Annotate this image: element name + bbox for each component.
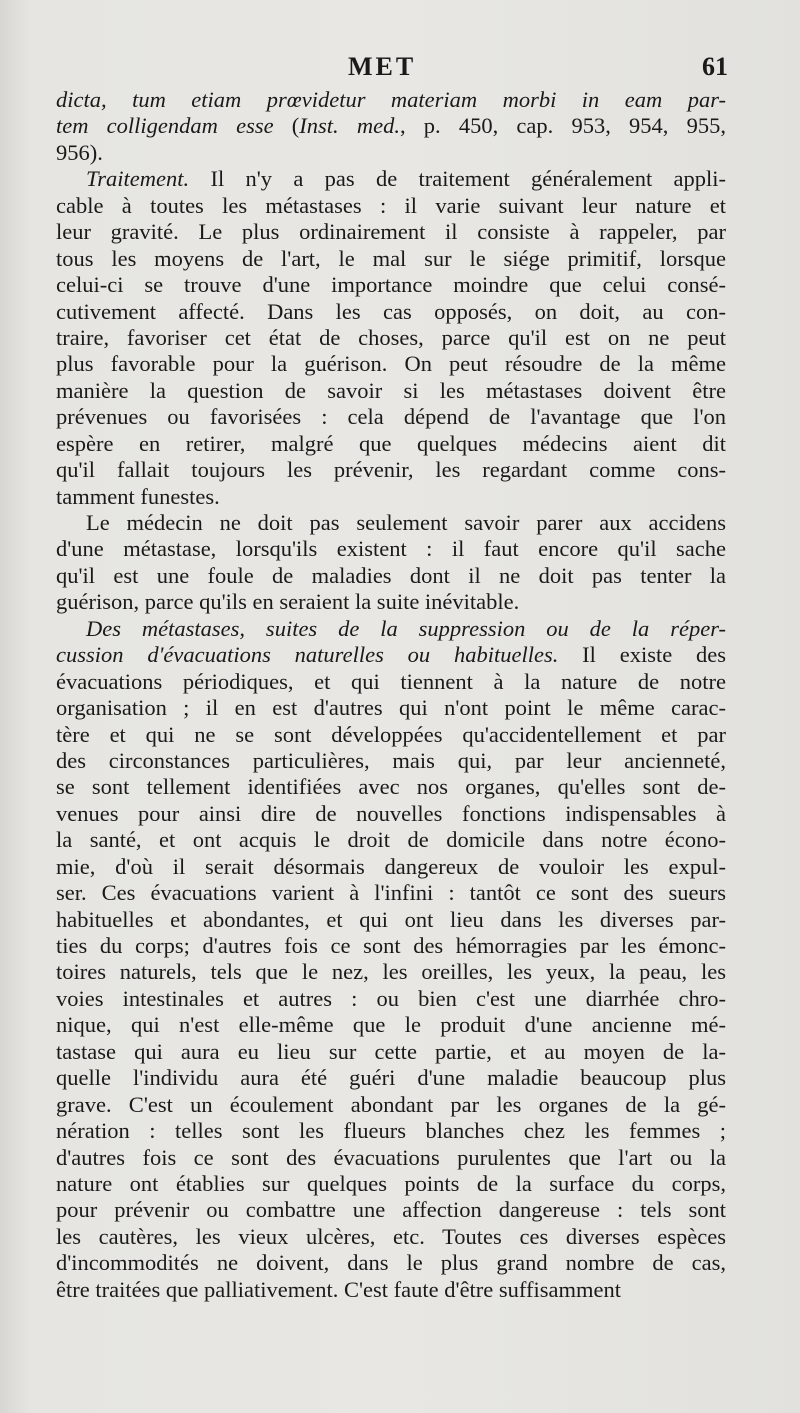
italic-text-run: tem colligendam esse xyxy=(56,113,274,139)
text-line xyxy=(56,774,726,800)
text-line xyxy=(56,325,726,351)
text-line xyxy=(56,87,726,113)
text-line xyxy=(56,616,726,642)
text-run: celui-ci se trouve d'une importance moindre que celui consé- xyxy=(56,272,726,298)
text-run: ties du corps; d'autres fois ce sont des hémorragies par les émonc- xyxy=(56,933,726,958)
text-line xyxy=(56,907,726,933)
text-run: qu'il fallait toujours les prévenir, les regardant comme cons- xyxy=(56,457,726,483)
text-run: tastase qui aura eu lieu sur cette partie, et au moyen de la- xyxy=(56,1038,726,1064)
text-run: mie, d'où il serait désormais dangereux de vouloir les expul- xyxy=(56,853,726,879)
italic-text-run: Inst. med. xyxy=(299,113,400,139)
text-line xyxy=(56,986,726,1012)
body-text xyxy=(56,87,726,1303)
text-line xyxy=(56,404,726,430)
text-run: espère en retirer, malgré que quelques médecins aient dit xyxy=(56,430,726,456)
italic-text-run: Des métastases, suites de la suppression ou de la réper- xyxy=(86,615,726,641)
text-run: Le médecin ne doit pas seulement savoir parer aux accidens xyxy=(86,510,726,535)
text-line xyxy=(56,669,726,695)
text-line xyxy=(56,1065,726,1091)
text-line xyxy=(56,1145,726,1171)
italic-text-run: Traitement. xyxy=(86,166,190,192)
text-line xyxy=(56,431,726,457)
text-run: d'une métastase, lorsqu'ils existent : il faut encore qu'il sache xyxy=(56,536,726,562)
running-head xyxy=(56,52,728,86)
text-line xyxy=(56,1250,726,1276)
text-line xyxy=(56,722,726,748)
text-line xyxy=(56,563,726,589)
text-line xyxy=(56,272,726,298)
text-line xyxy=(56,827,726,853)
text-run: quelle l'individu aura été guéri d'une maladie beaucoup plus xyxy=(56,1065,726,1091)
text-run: nération : telles sont les flueurs blanches chez les femmes ; xyxy=(56,1118,726,1144)
text-run: 956). xyxy=(56,139,103,165)
text-line xyxy=(56,880,726,906)
text-line xyxy=(56,1224,726,1250)
text-run: qu'il est une foule de maladies dont il ne doit pas tenter la xyxy=(56,562,726,588)
italic-text-run: dicta, tum etiam prœvidetur materiam morbi in eam par- xyxy=(56,87,726,112)
running-head-word: MET xyxy=(348,52,417,81)
text-run: la santé, et ont acquis le droit de domicile dans notre écono- xyxy=(56,827,726,853)
text-line xyxy=(56,1171,726,1197)
text-run: les cautères, les vieux ulcères, etc. Toutes ces diverses espèces xyxy=(56,1223,726,1249)
text-run: Il existe des xyxy=(558,642,727,668)
text-line xyxy=(56,536,726,562)
text-run: tous les moyens de l'art, le mal sur le siége primitif, lorsque xyxy=(56,245,726,271)
text-line xyxy=(56,219,726,245)
text-run: manière la question de savoir si les métastases doivent être xyxy=(56,377,726,403)
text-run: nique, qui n'est elle-même que le produit d'une ancienne mé- xyxy=(56,1012,726,1038)
text-line xyxy=(56,510,726,536)
text-line xyxy=(56,193,726,219)
text-line xyxy=(56,457,726,483)
text-line xyxy=(56,166,726,192)
text-line xyxy=(56,933,726,959)
text-line xyxy=(56,695,726,721)
text-line xyxy=(56,113,726,139)
text-run: traire, favoriser cet état de choses, parce qu'il est on ne peut xyxy=(56,324,726,350)
text-run: ( xyxy=(273,113,300,139)
text-line xyxy=(56,748,726,774)
text-line xyxy=(56,351,726,377)
text-line xyxy=(56,1039,726,1065)
text-run: cable à toutes les métastases : il varie suivant leur nature et xyxy=(56,192,726,218)
text-line xyxy=(56,959,726,985)
text-run: nature ont établies sur quelques points de la surface du corps, xyxy=(56,1170,726,1196)
text-line xyxy=(56,378,726,404)
text-line xyxy=(56,1277,726,1303)
text-run: habituelles et abondantes, et qui ont lieu dans les diverses par- xyxy=(56,906,726,932)
text-line xyxy=(56,1012,726,1038)
text-run: prévenues ou favorisées : cela dépend de l'avantage que l'on xyxy=(56,404,726,430)
text-line xyxy=(56,642,726,668)
text-run: des circonstances particulières, mais qui, par leur ancienneté, xyxy=(56,747,726,773)
text-line xyxy=(56,1197,726,1223)
text-run: voies intestinales et autres : ou bien c'est une diarrhée chro- xyxy=(56,985,726,1011)
text-run: organisation ; il en est d'autres qui n'ont point le même carac- xyxy=(56,695,726,721)
text-run: pour prévenir ou combattre une affection dangereuse : tels sont xyxy=(56,1197,726,1223)
text-line xyxy=(56,1092,726,1118)
text-run: se sont tellement identifiées avec nos organes, qu'elles sont de- xyxy=(56,774,726,800)
text-line xyxy=(56,246,726,272)
text-run: plus favorable pour la guérison. On peut résoudre de la même xyxy=(56,351,726,377)
text-line xyxy=(56,140,726,166)
text-run: grave. C'est un écoulement abondant par les organes de la gé- xyxy=(56,1091,726,1117)
text-run: Il n'y a pas de traitement généralement appli- xyxy=(189,166,726,192)
text-run: évacuations périodiques, et qui tiennent à la nature de notre xyxy=(56,668,726,694)
text-run: , p. 450, cap. 953, 954, 955, xyxy=(399,113,726,139)
page-number: 61 xyxy=(702,52,728,81)
italic-text-run: cussion d'évacuations naturelles ou habituelles. xyxy=(56,642,559,668)
text-run: tère et qui ne se sont développées qu'accidentellement et par xyxy=(56,721,726,747)
text-line xyxy=(56,1118,726,1144)
text-run: d'incommodités ne doivent, dans le plus grand nombre de cas, xyxy=(56,1250,726,1276)
text-run: d'autres fois ce sont des évacuations purulentes que l'art ou la xyxy=(56,1144,726,1170)
text-run: tamment funestes. xyxy=(56,483,220,509)
text-run: venues pour ainsi dire de nouvelles fonctions indispensables à xyxy=(56,800,726,826)
text-run: toires naturels, tels que le nez, les oreilles, les yeux, la peau, les xyxy=(56,959,726,985)
text-line xyxy=(56,801,726,827)
text-line xyxy=(56,484,726,510)
text-run: être traitées que palliativement. C'est faute d'être suffisamment xyxy=(56,1276,621,1302)
text-line xyxy=(56,299,726,325)
text-run: guérison, parce qu'ils en seraient la suite inévitable. xyxy=(56,589,520,615)
text-run: leur gravité. Le plus ordinairement il consiste à rappeler, par xyxy=(56,219,726,245)
text-line xyxy=(56,589,726,615)
text-run: ser. Ces évacuations varient à l'infini : tantôt ce sont des sueurs xyxy=(56,880,726,906)
text-line xyxy=(56,854,726,880)
text-run: cutivement affecté. Dans les cas opposés, on doit, au con- xyxy=(56,298,726,324)
